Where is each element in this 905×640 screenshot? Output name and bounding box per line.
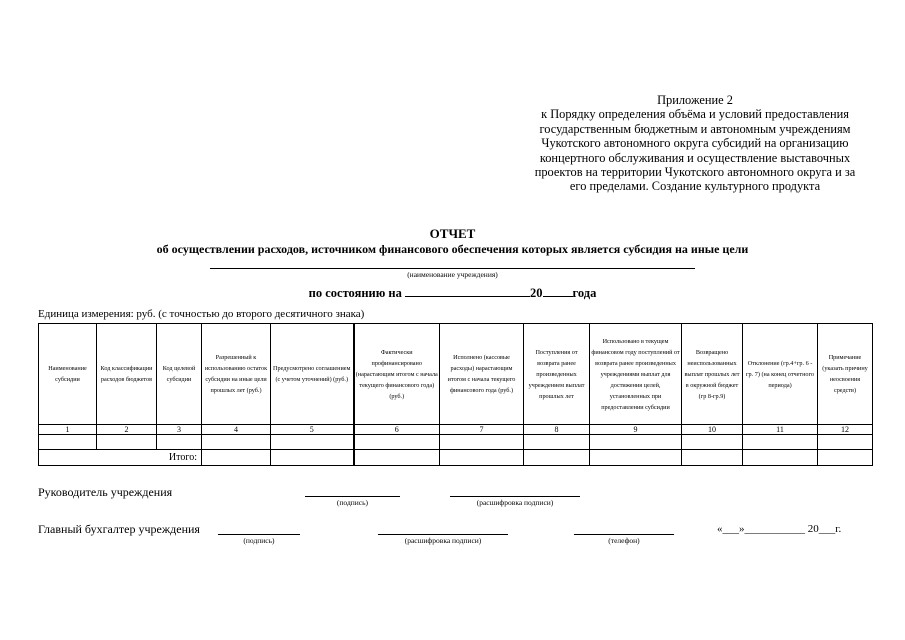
total-cell[interactable] — [524, 450, 590, 466]
phone-line[interactable] — [574, 534, 674, 535]
accountant-decoding-caption: (расшифровка подписи) — [404, 536, 482, 545]
appendix-line: проектов на территории Чукотского автономного округа и за — [534, 165, 856, 180]
table-cell[interactable] — [524, 435, 590, 450]
report-title: ОТЧЕТ — [429, 226, 476, 241]
total-label: Итого: — [39, 450, 202, 466]
column-number: 4 — [202, 425, 271, 435]
total-cell[interactable] — [590, 450, 682, 466]
table-cell[interactable] — [202, 435, 271, 450]
column-header: Предусмотрено соглашением (с учетом уточнений) (руб.) — [271, 324, 354, 425]
phone-caption: (телефон) — [608, 536, 640, 545]
column-number: 2 — [97, 425, 157, 435]
accountant-signature-line[interactable] — [218, 534, 300, 535]
total-cell[interactable] — [202, 450, 271, 466]
table-cell[interactable] — [590, 435, 682, 450]
report-date-line — [0, 285, 905, 301]
appendix-block — [500, 93, 890, 194]
units-note: Единица измерения: руб. (с точностью до второго десятичного знака) — [38, 308, 365, 320]
column-number: 9 — [590, 425, 682, 435]
appendix-line: к Порядку определения объёма и условий предоставления — [541, 107, 849, 122]
column-number: 1 — [39, 425, 97, 435]
table-cell[interactable] — [682, 435, 743, 450]
table-cell[interactable] — [271, 435, 354, 450]
head-signature-caption: (подпись) — [336, 498, 369, 507]
table-cell[interactable] — [818, 435, 873, 450]
table-header-row — [39, 324, 873, 425]
column-header: Исполнено (кассовые расходы) нарастающим итогом с начала текущего финансового года (руб.) — [440, 324, 524, 425]
column-number: 6 — [354, 425, 440, 435]
accountant-decoding-line[interactable] — [378, 534, 508, 535]
table-cell[interactable] — [39, 435, 97, 450]
column-header: Отклонение (гр.4+гр. 6 - гр. 7) (на конец отчетного периода) — [743, 324, 818, 425]
column-number: 11 — [743, 425, 818, 435]
organization-name-line[interactable] — [210, 268, 695, 269]
column-header: Наименование субсидии — [39, 324, 97, 425]
total-cell[interactable] — [818, 450, 873, 466]
appendix-line: концертного обслуживания и осуществление выставочных — [539, 150, 851, 165]
date-blank[interactable] — [405, 285, 530, 297]
appendix-line: Чукотского автономного округа субсидий на организацию — [541, 136, 849, 151]
total-cell[interactable] — [354, 450, 440, 466]
column-number: 12 — [818, 425, 873, 435]
total-cell[interactable] — [682, 450, 743, 466]
total-cell[interactable] — [271, 450, 354, 466]
column-header: Использовано в текущем финансовом году поступлений от возврата ранее произведенных учреждениями выплат для достижения целей, установленных при предоставлении субсидии — [590, 324, 682, 425]
column-header: Фактически профинансировано (нарастающим итогом с начала текущего финансового года) (руб.) — [354, 324, 440, 425]
asof-prefix: по состоянию на — [308, 286, 405, 300]
asof-suffix: года — [572, 286, 597, 300]
column-header: Возвращено неиспользованных выплат прошлых лет в окружной бюджет (гр 8-гр.9) — [682, 324, 743, 425]
table-cell[interactable] — [97, 435, 157, 450]
column-number: 3 — [157, 425, 202, 435]
column-number: 7 — [440, 425, 524, 435]
head-label: Руководитель учреждения — [38, 485, 173, 499]
head-decoding-line[interactable] — [450, 496, 580, 497]
column-header: Код целевой субсидии — [157, 324, 202, 425]
asof-year: 20 — [530, 286, 543, 300]
column-number: 8 — [524, 425, 590, 435]
column-number: 5 — [271, 425, 354, 435]
column-number: 10 — [682, 425, 743, 435]
total-row — [39, 450, 873, 466]
column-header: Разрешенный к использованию остаток субсидии на иные цели прошлых лет (руб.) — [202, 324, 271, 425]
organization-name-caption: (наименование учреждения) — [407, 270, 498, 279]
signature-date[interactable]: «___»___________ 20___г. — [717, 523, 842, 535]
table-row — [39, 435, 873, 450]
accountant-signature-caption: (подпись) — [243, 536, 275, 545]
accountant-label: Главный бухгалтер учреждения — [38, 522, 200, 536]
year-blank[interactable] — [543, 285, 573, 297]
report-table — [38, 323, 873, 466]
column-header: Код классификации расходов бюджетов — [97, 324, 157, 425]
head-decoding-caption: (расшифровка подписи) — [476, 498, 554, 507]
report-subtitle: об осуществлении расходов, источником финансового обеспечения которых является субсидия на иные цели — [156, 242, 749, 256]
head-signature-line[interactable] — [305, 496, 400, 497]
column-header: Примечание (указать причину неосвоения средств) — [818, 324, 873, 425]
appendix-line: Приложение 2 — [657, 93, 733, 107]
table-cell[interactable] — [440, 435, 524, 450]
table-cell[interactable] — [743, 435, 818, 450]
column-header: Поступления от возврата ранее произведенных учреждением выплат прошлых лет — [524, 324, 590, 425]
column-number-row — [39, 425, 873, 435]
table-cell[interactable] — [157, 435, 202, 450]
appendix-line: государственным бюджетным и автономным учреждениям — [539, 121, 851, 136]
appendix-line: его пределами. Создание культурного продукта — [569, 179, 821, 194]
total-cell[interactable] — [743, 450, 818, 466]
total-cell[interactable] — [440, 450, 524, 466]
table-cell[interactable] — [354, 435, 440, 450]
